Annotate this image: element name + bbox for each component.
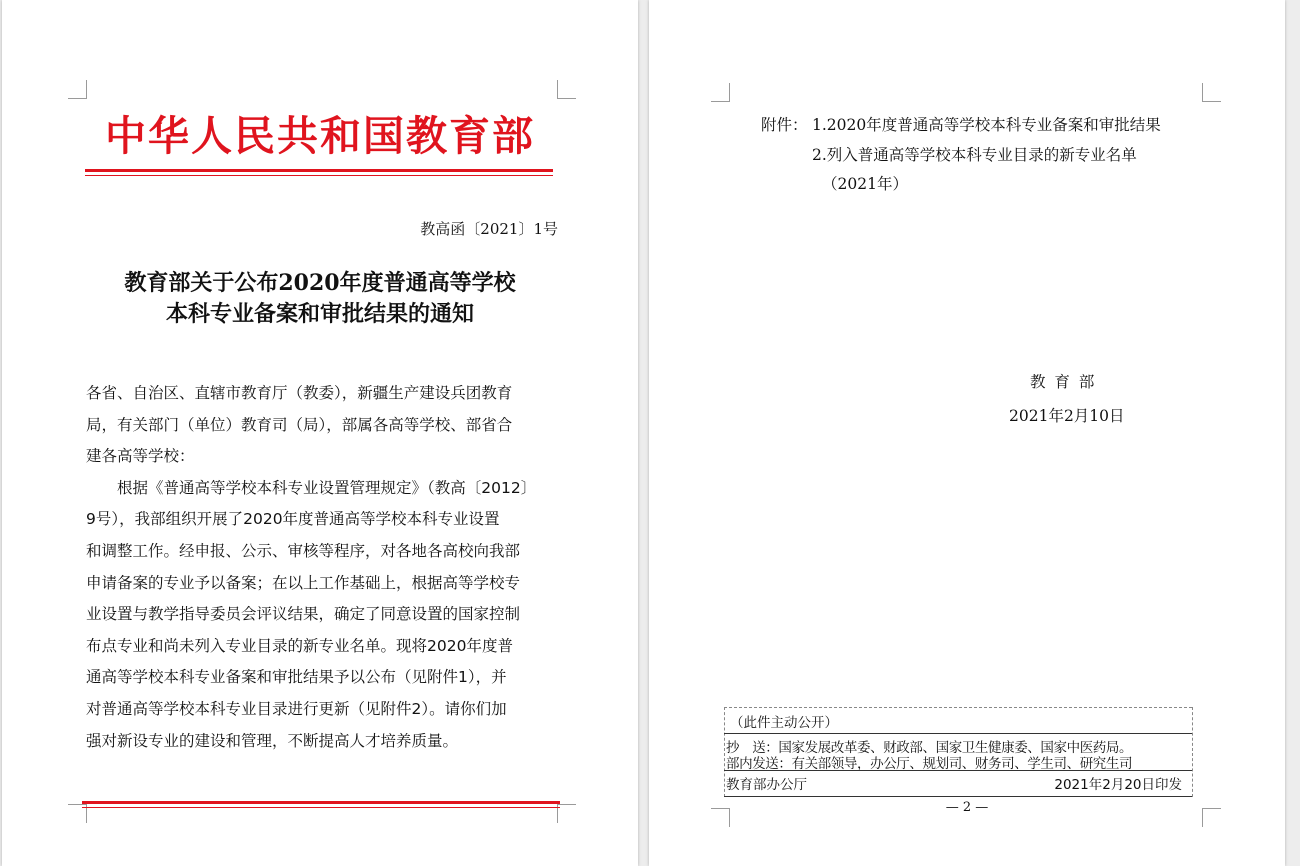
body-line: 通高等学校本科专业备案和审批结果予以公布（见附件1），并 (86, 668, 507, 687)
cc-label: 抄 送： (726, 740, 779, 756)
body-line: 根据《普通高等学校本科专业设置管理规定》（教高〔2012〕 (117, 478, 537, 497)
letterhead-rule-thin (85, 175, 553, 176)
body-line: 强对新设专业的建设和管理，不断提高人才培养质量。 (86, 731, 459, 750)
document-number: 教高函〔2021〕1号 (420, 220, 558, 238)
attachment-item-2: 2.列入普通高等学校本科专业目录的新专业名单 (812, 146, 1137, 164)
issuing-office: 教育部办公厅 (726, 777, 807, 793)
body-line: 对普通高等学校本科专业目录进行更新（见附件2）。请你们加 (86, 699, 507, 718)
body-line: 业设置与教学指导委员会评议结果，确定了同意设置的国家控制 (86, 605, 521, 624)
letterhead-rule-thick (85, 169, 553, 172)
document-page-1 (2, 0, 638, 866)
document-page-2 (649, 0, 1285, 866)
body-line: 各省、自治区、直辖市教育厅（教委），新疆生产建设兵团教育 (86, 384, 513, 402)
public-note: （此件主动公开） (730, 715, 838, 731)
body-line: 建各高等学校： (86, 447, 195, 466)
footer-issue-rule (724, 770, 1192, 771)
attachment-label: 附件： (761, 116, 808, 134)
footer-rule-thick (82, 801, 560, 804)
footer-rule-thin (82, 807, 560, 808)
body-line: 9号），我部组织开展了2020年度普通高等学校本科专业设置 (86, 510, 500, 529)
notice-title-line-1: 教育部关于公布2020年度普通高等学校 (124, 270, 516, 296)
body-line: 布点专业和尚未列入专业目录的新专业名单。现将2020年度普 (86, 636, 513, 655)
internal-recipients: 有关部领导，办公厅、规划司、财务司、学生司、研究生司 (791, 756, 1133, 772)
footer-bottom-rule (724, 796, 1192, 797)
footer-left-rule (724, 707, 725, 797)
issue-date: 2021年2月20日印发 (1054, 777, 1182, 793)
signature-date: 2021年2月10日 (1009, 407, 1125, 425)
page-number: — 2 — (945, 800, 989, 815)
notice-title-line-2: 本科专业备案和审批结果的通知 (165, 301, 474, 327)
distribution-footer (724, 707, 1192, 797)
footer-mid-rule (724, 733, 1192, 734)
notice-body (86, 378, 560, 757)
crop-mark-top-left (711, 83, 730, 102)
body-line: 和调整工作。经申报、公示、审核等程序，对各地各高校向我部 (86, 541, 521, 560)
body-line: 局，有关部门（单位）教育司（局），部属各高等学校、部省合 (86, 415, 513, 434)
attachment-item-2-continued: （2021年） (822, 175, 908, 193)
crop-mark-top-left (68, 80, 87, 99)
body-line: 申请备案的专业予以备案；在以上工作基础上，根据高等学校专 (86, 573, 521, 592)
attachment-item-1: 1.2020年度普通高等学校本科专业备案和审批结果 (812, 116, 1161, 134)
cc-recipients: 国家发展改革委、财政部、国家卫生健康委、国家中医药局。 (778, 740, 1133, 756)
crop-mark-top-right (557, 80, 576, 99)
crop-mark-top-right (1202, 83, 1221, 102)
letterhead-title: 中华人民共和国教育部 (105, 112, 535, 160)
internal-label: 部内发送： (726, 756, 792, 772)
footer-top-rule (724, 707, 1192, 708)
signature-organization: 教 育 部 (1030, 373, 1097, 391)
